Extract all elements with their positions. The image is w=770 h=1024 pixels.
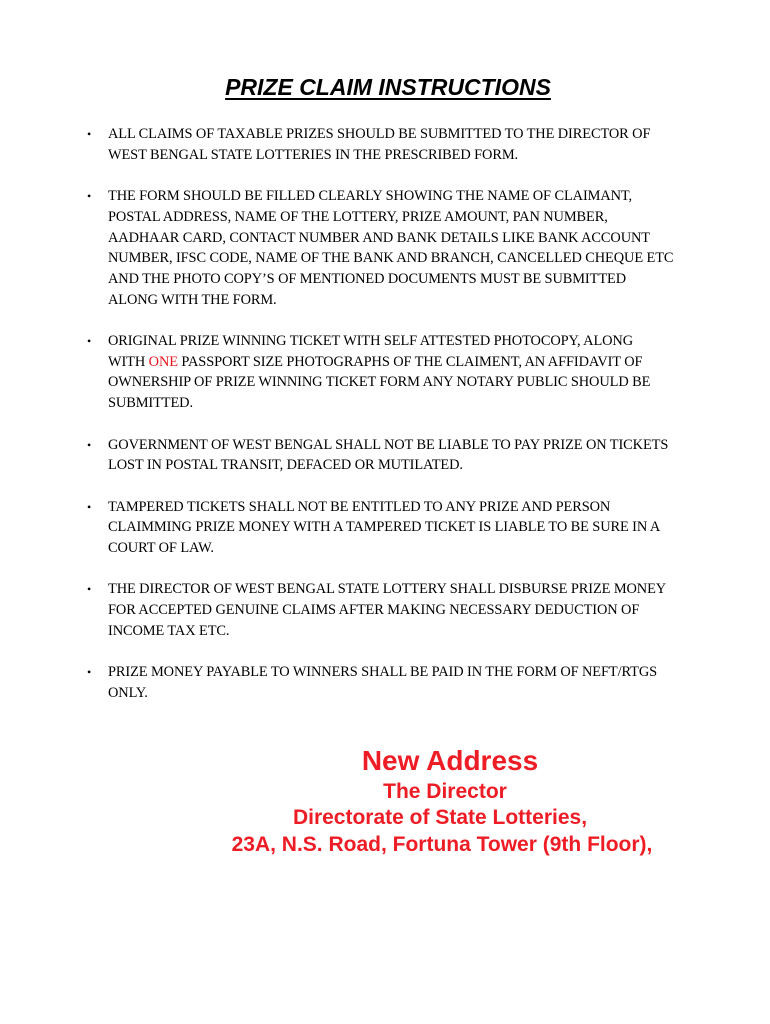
instruction-text: LOST IN POSTAL TRANSIT, DEFACED OR MUTILATED. <box>108 457 463 474</box>
bullet-icon: • <box>87 582 92 597</box>
list-item <box>0 124 770 165</box>
address-line-office: Directorate of State Lotteries, <box>292 806 588 829</box>
instruction-text: THE DIRECTOR OF WEST BENGAL STATE LOTTERY SHALL DISBURSE PRIZE MONEY <box>108 581 667 598</box>
instruction-text: ALONG WITH THE FORM. <box>108 291 277 308</box>
instruction-text: COURT OF LAW. <box>108 540 214 556</box>
instruction-text: TAMPERED TICKETS SHALL NOT BE ENTITLED TO ANY PRIZE AND PERSON <box>108 498 611 515</box>
bullet-icon: • <box>87 334 92 348</box>
instruction-text: GOVERNMENT OF WEST BENGAL SHALL NOT BE LIABLE TO PAY PRIZE ON TICKETS <box>108 436 669 453</box>
address-heading: New Address <box>361 745 539 776</box>
address-line-title: The Director <box>383 780 507 803</box>
instruction-text: WITH <box>108 353 149 370</box>
instruction-text: AADHAAR CARD, CONTACT NUMBER AND BANK DETAILS LIKE BANK ACCOUNT <box>108 229 650 246</box>
list-item <box>0 662 770 703</box>
instruction-text-mixed <box>108 352 730 373</box>
bullet-icon: • <box>87 437 92 452</box>
instruction-text: INCOME TAX ETC. <box>108 622 230 639</box>
instruction-text: OWNERSHIP OF PRIZE WINNING TICKET FORM ANY NOTARY PUBLIC SHOULD BE <box>108 374 651 391</box>
instruction-text: ALL CLAIMS OF TAXABLE PRIZES SHOULD BE SUBMITTED TO THE DIRECTOR OF <box>108 126 651 142</box>
list-item <box>0 186 770 310</box>
list-item <box>0 331 770 414</box>
instruction-text: PRIZE MONEY PAYABLE TO WINNERS SHALL BE PAID IN THE FORM OF NEFT/RTGS <box>108 664 658 681</box>
bullet-icon: • <box>87 127 92 141</box>
instruction-text: AND THE PHOTO COPY’S OF MENTIONED DOCUMENTS MUST BE SUBMITTED <box>108 270 626 287</box>
list-item <box>0 435 770 476</box>
instruction-text: SUBMITTED. <box>108 395 193 412</box>
instruction-text: THE FORM SHOULD BE FILLED CLEARLY SHOWING THE NAME OF CLAIMANT, <box>108 188 633 205</box>
bullet-icon: • <box>87 499 92 514</box>
instruction-text: FOR ACCEPTED GENUINE CLAIMS AFTER MAKING NECESSARY DEDUCTION OF <box>108 602 640 619</box>
highlight-text: ONE <box>148 353 178 370</box>
bullet-icon: • <box>87 665 92 680</box>
instruction-text: ORIGINAL PRIZE WINNING TICKET WITH SELF ATTESTED PHOTOCOPY, ALONG <box>108 333 634 349</box>
instruction-text: POSTAL ADDRESS, NAME OF THE LOTTERY, PRIZE AMOUNT, PAN NUMBER, <box>108 208 608 225</box>
list-item <box>0 497 770 559</box>
instruction-text: CLAIMMING PRIZE MONEY WITH A TAMPERED TICKET IS LIABLE TO BE SURE IN A <box>108 519 661 536</box>
instruction-text: WEST BENGAL STATE LOTTERIES IN THE PRESCRIBED FORM. <box>108 146 519 163</box>
instruction-list <box>0 124 770 724</box>
page-title: PRIZE CLAIM INSTRUCTIONS <box>225 74 551 100</box>
instruction-text: ONLY. <box>108 684 148 701</box>
address-line-street: 23A, N.S. Road, Fortuna Tower (9th Floor), <box>231 833 653 856</box>
bullet-icon: • <box>87 189 92 204</box>
list-item <box>0 579 770 641</box>
instruction-text: NUMBER, IFSC CODE, NAME OF THE BANK AND BRANCH, CANCELLED CHEQUE ETC <box>108 250 674 267</box>
instruction-text: PASSPORT SIZE PHOTOGRAPHS OF THE CLAIMENT, AN AFFIDAVIT OF <box>177 353 643 370</box>
